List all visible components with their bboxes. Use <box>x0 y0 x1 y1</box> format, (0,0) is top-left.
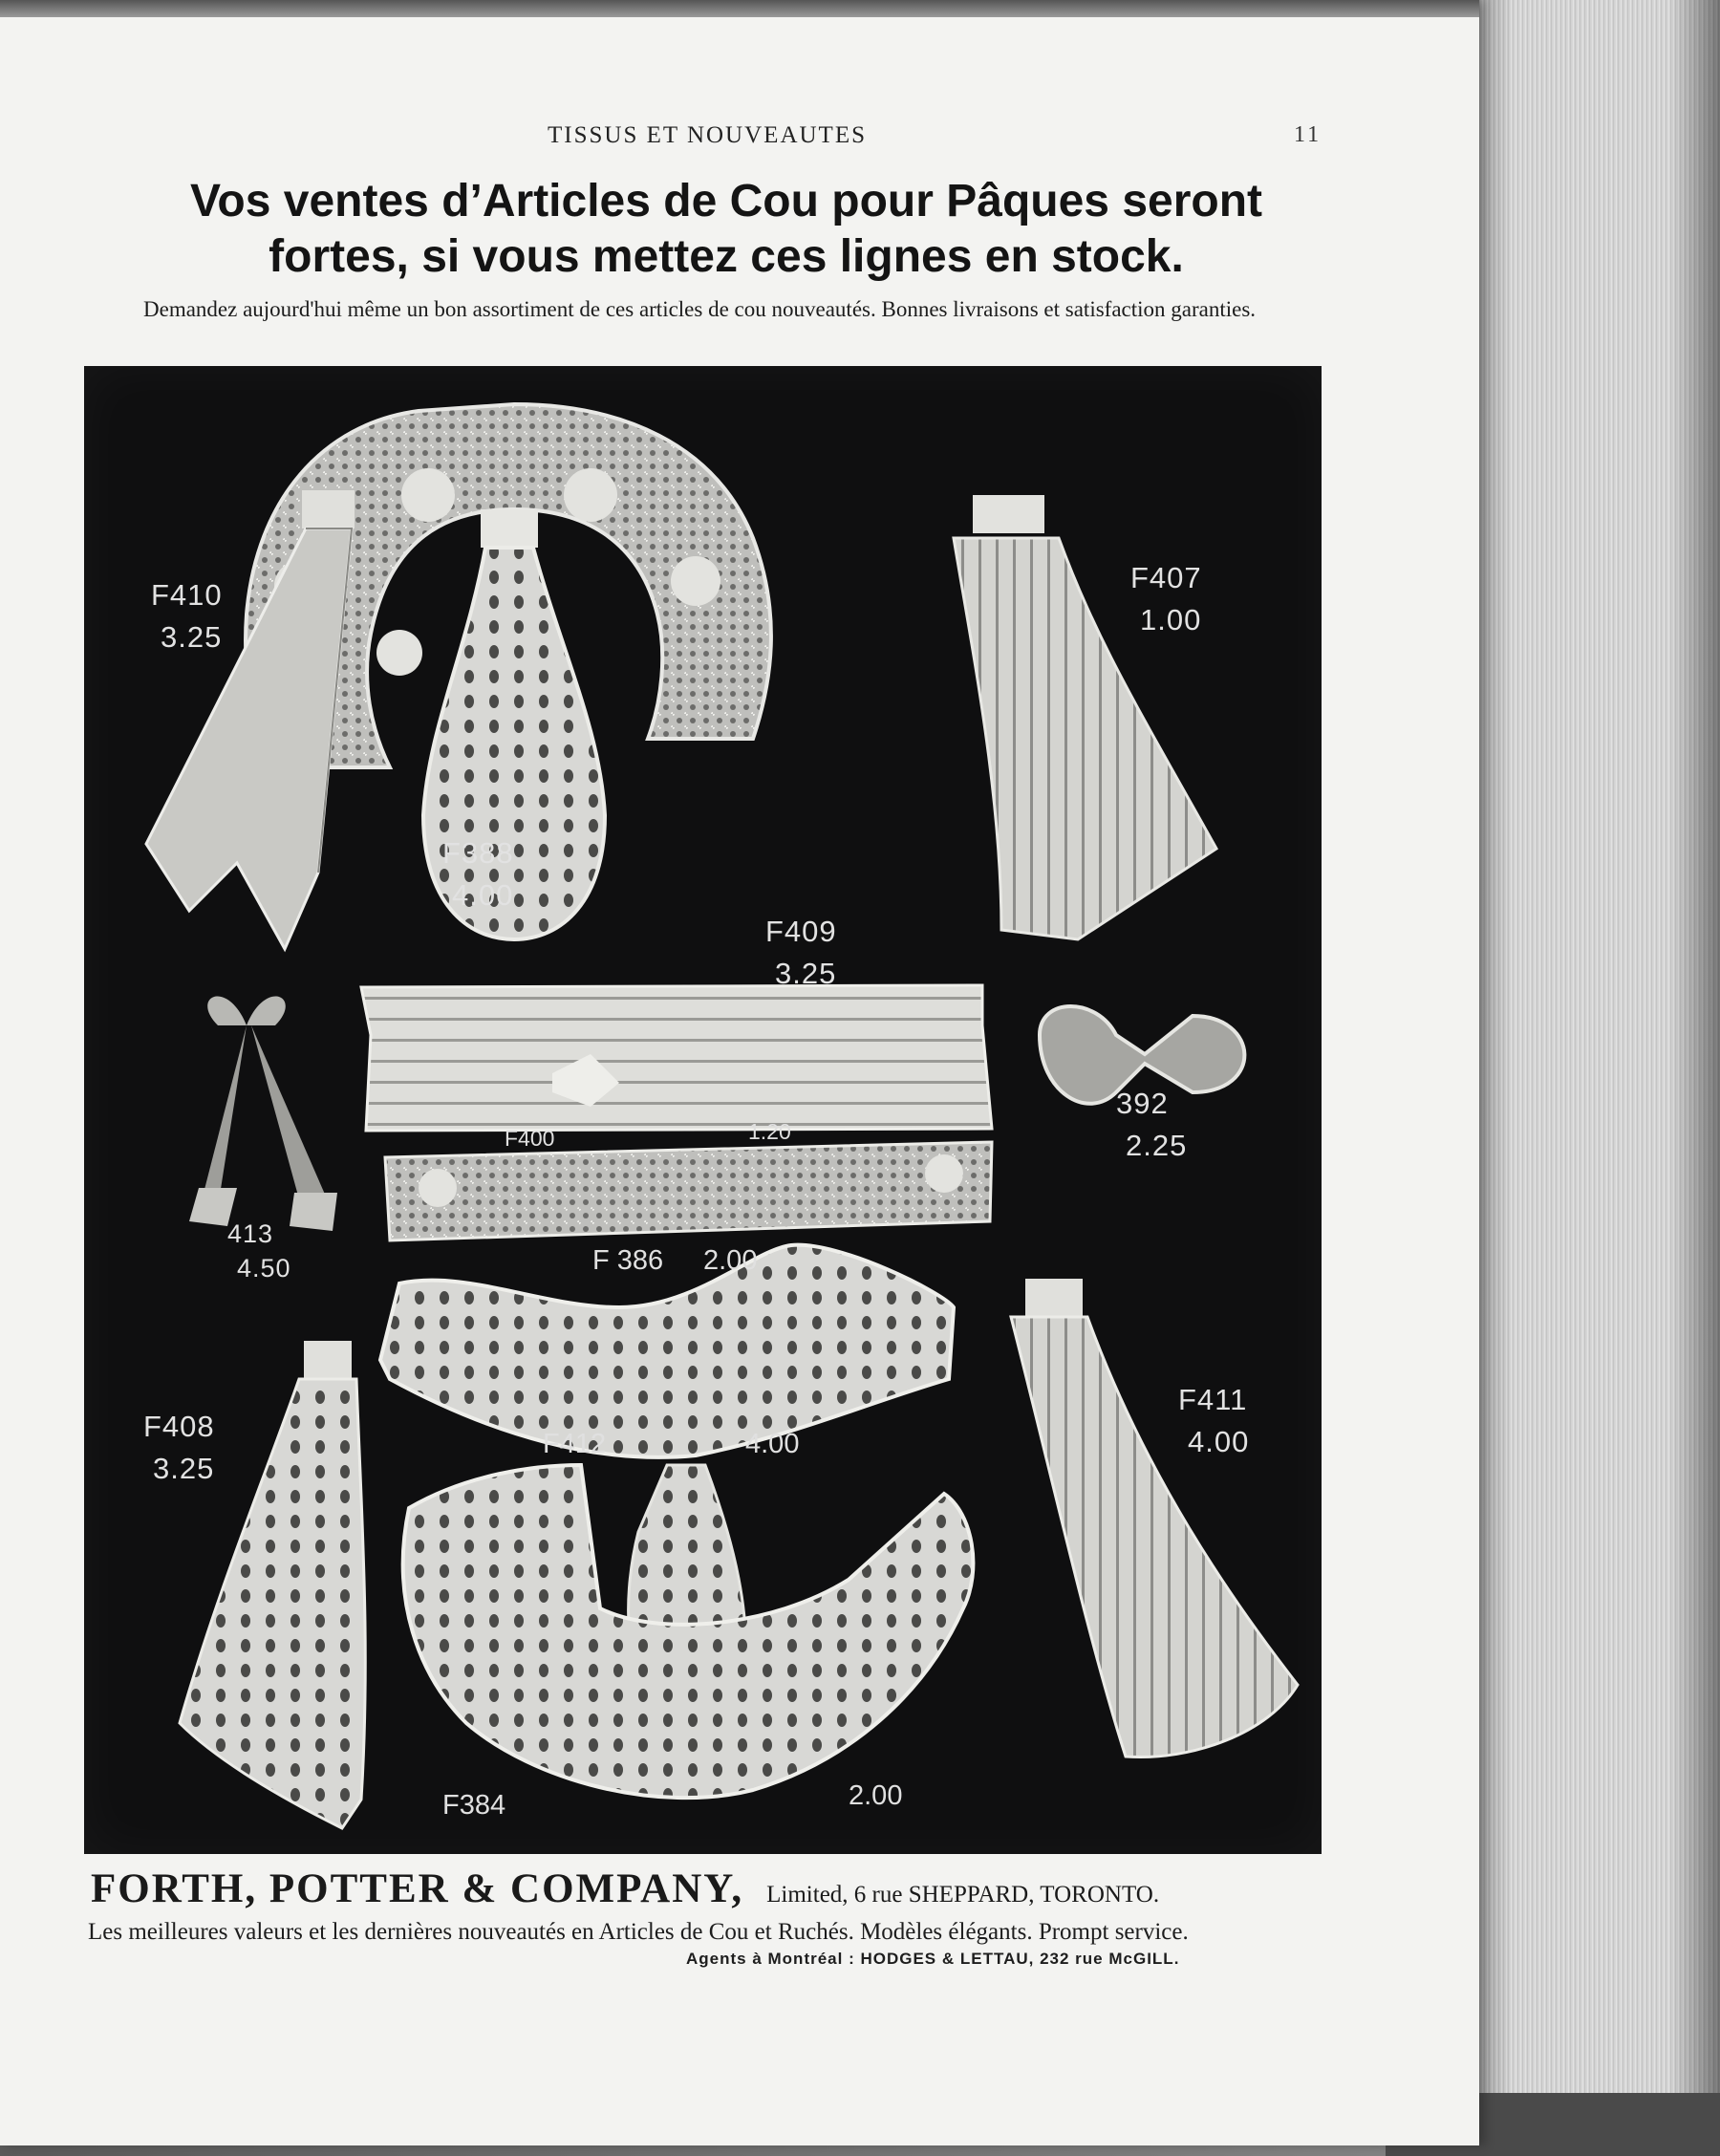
item-label-f408 <box>143 1406 215 1490</box>
ad-headline <box>57 174 1395 285</box>
item-price: 1.00 <box>1140 603 1202 636</box>
item-number-f412: F412 <box>543 1429 607 1459</box>
item-number: F409 <box>765 915 837 948</box>
item-label-f409 <box>765 911 837 995</box>
page-number: 11 <box>1294 122 1322 147</box>
headline-line-2: fortes, si vous mettez ces lignes en stock. <box>269 231 1184 282</box>
item-label-f411 <box>1178 1379 1249 1463</box>
item-label-f410 <box>151 574 223 658</box>
jabot-f410 <box>146 490 355 949</box>
product-photograph <box>84 366 1322 1854</box>
item-number: F407 <box>1130 561 1202 594</box>
item-price: 3.25 <box>153 1452 215 1485</box>
item-number: 392 <box>1116 1087 1169 1120</box>
item-price-f400: 1.20 <box>748 1119 791 1144</box>
item-number: 413 <box>227 1219 274 1248</box>
company-name: FORTH, POTTER & COMPANY, <box>91 1866 744 1911</box>
item-number: F408 <box>143 1410 215 1443</box>
bow-413 <box>189 997 337 1231</box>
item-price: 2.25 <box>1126 1129 1188 1162</box>
top-scan-strip <box>0 0 1479 17</box>
item-price: 4.00 <box>1188 1425 1250 1458</box>
item-price: 4.50 <box>237 1254 291 1283</box>
montreal-agents: Agents à Montréal : HODGES & LETTAU, 232 rue McGILL. <box>686 1950 1180 1968</box>
ad-intro: Demandez aujourd'hui même un bon assortiment de ces articles de cou nouveautés. Bonnes livraisons et satisfaction garanties. <box>143 297 1257 321</box>
company-tagline: Les meilleures valeurs et les dernières nouveautés en Articles de Cou et Ruchés. Modèles élégants. Prompt service. <box>88 1919 1189 1945</box>
running-head: TISSUS ET NOUVEAUTES <box>548 122 867 148</box>
item-number: F410 <box>151 578 223 612</box>
item-price: 3.25 <box>775 957 837 990</box>
item-number: F388 <box>442 836 514 870</box>
band-f400 <box>361 985 992 1131</box>
company-address: Limited, 6 rue SHEPPARD, TORONTO. <box>766 1882 1160 1908</box>
item-number-f386: F 386 <box>592 1245 664 1276</box>
item-price-f412: 4.00 <box>745 1429 800 1459</box>
item-label-f388 <box>442 832 514 916</box>
item-price: 4.00 <box>452 878 514 912</box>
item-price-f384: 2.00 <box>849 1780 903 1811</box>
page-edges-shading <box>1467 0 1720 2156</box>
band-f386 <box>385 1142 992 1240</box>
item-label-413 <box>227 1217 291 1285</box>
item-number-f400: F400 <box>505 1126 555 1151</box>
item-number: F411 <box>1178 1383 1248 1416</box>
item-label-f407 <box>1130 557 1202 641</box>
item-price-f386: 2.00 <box>703 1245 758 1276</box>
item-number-f384: F384 <box>442 1790 506 1821</box>
jabot-f411 <box>1011 1279 1298 1757</box>
company-line <box>91 1865 1429 1912</box>
headline-line-1: Vos ventes d’Articles de Cou pour Pâques seront <box>189 176 1263 226</box>
item-label-392 <box>1116 1083 1187 1167</box>
item-price: 3.25 <box>161 620 223 654</box>
